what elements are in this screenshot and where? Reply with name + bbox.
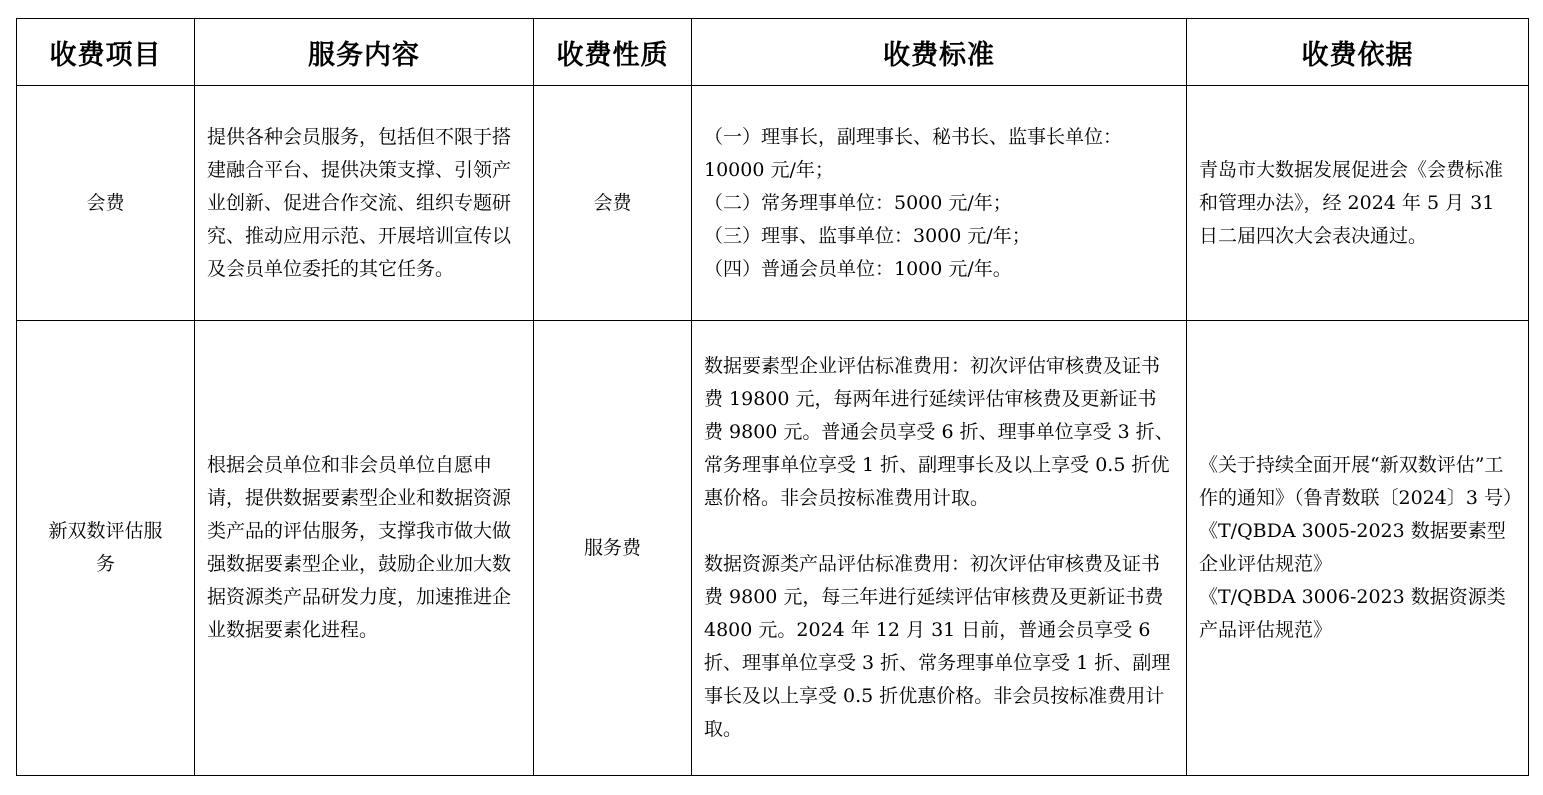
header-content: 服务内容 xyxy=(195,19,534,86)
table-row xyxy=(17,86,1529,321)
cell-item xyxy=(17,321,195,776)
cell-item: 会费 xyxy=(17,86,195,321)
header-nature: 收费性质 xyxy=(534,19,692,86)
cell-basis: 青岛市大数据发展促进会《会费标准和管理办法》，经 2024 年 5 月 31 日二届四次大会表决通过。 xyxy=(1187,86,1529,321)
cell-standard xyxy=(692,321,1187,776)
standard-paragraph: 数据资源类产品评估标准费用：初次评估审核费及证书费 9800 元，每三年进行延续评估审核费及更新证书费 4800 元。2024 年 12 月 31 日前，普通会员享受 6 折、理事单位享受 3 折、常务理事单位享受 1 折、副理事长及以上享受 0.5 折优惠价格。非会员按标准费用计取。 xyxy=(704,553,1171,740)
basis-line: 《T/QBDA 3006-2023 数据资源类产品评估规范》 xyxy=(1199,586,1506,641)
table-row xyxy=(17,321,1529,776)
header-standard: 收费标准 xyxy=(692,19,1187,86)
paragraph-spacer xyxy=(704,515,1175,548)
fee-table xyxy=(16,18,1529,776)
cell-content: 提供各种会员服务，包括但不限于搭建融合平台、提供决策支撑、引领产业创新、促进合作交流、组织专题研究、推动应用示范、开展培训宣传以及会员单位委托的其它任务。 xyxy=(195,86,534,321)
basis-line: 《关于持续全面开展“新双数评估”工作的通知》（鲁青数联〔2024〕3 号） xyxy=(1199,454,1522,509)
standard-paragraph: 数据要素型企业评估标准费用：初次评估审核费及证书费 19800 元，每两年进行延续评估审核费及更新证书费 9800 元。普通会员享受 6 折、理事单位享受 3 折、常务理事单位享受 1 折、副理事长及以上享受 0.5 折优惠价格。非会员按标准费用计取。 xyxy=(704,355,1174,509)
header-basis: 收费依据 xyxy=(1187,19,1529,86)
item-label: 新双数评估服务 xyxy=(48,520,163,575)
standard-line: （四）普通会员单位：1000 元/年。 xyxy=(704,257,1012,280)
cell-standard xyxy=(692,86,1187,321)
header-item: 收费项目 xyxy=(17,19,195,86)
cell-nature: 服务费 xyxy=(534,321,692,776)
basis-line: 《T/QBDA 3005-2023 数据要素型企业评估规范》 xyxy=(1199,520,1506,575)
header-row xyxy=(17,19,1529,86)
cell-nature: 会费 xyxy=(534,86,692,321)
cell-content: 根据会员单位和非会员单位自愿申请，提供数据要素型企业和数据资源类产品的评估服务，支撑我市做大做强数据要素型企业，鼓励企业加大数据资源类产品研发力度，加速推进企业数据要素化进程。 xyxy=(195,321,534,776)
standard-line: （一）理事长，副理事长、秘书长、监事长单位：10000 元/年； xyxy=(704,125,1123,181)
standard-line: （二）常务理事单位：5000 元/年； xyxy=(704,191,1012,214)
cell-basis xyxy=(1187,321,1529,776)
standard-line: （三）理事、监事单位：3000 元/年； xyxy=(704,224,1031,247)
